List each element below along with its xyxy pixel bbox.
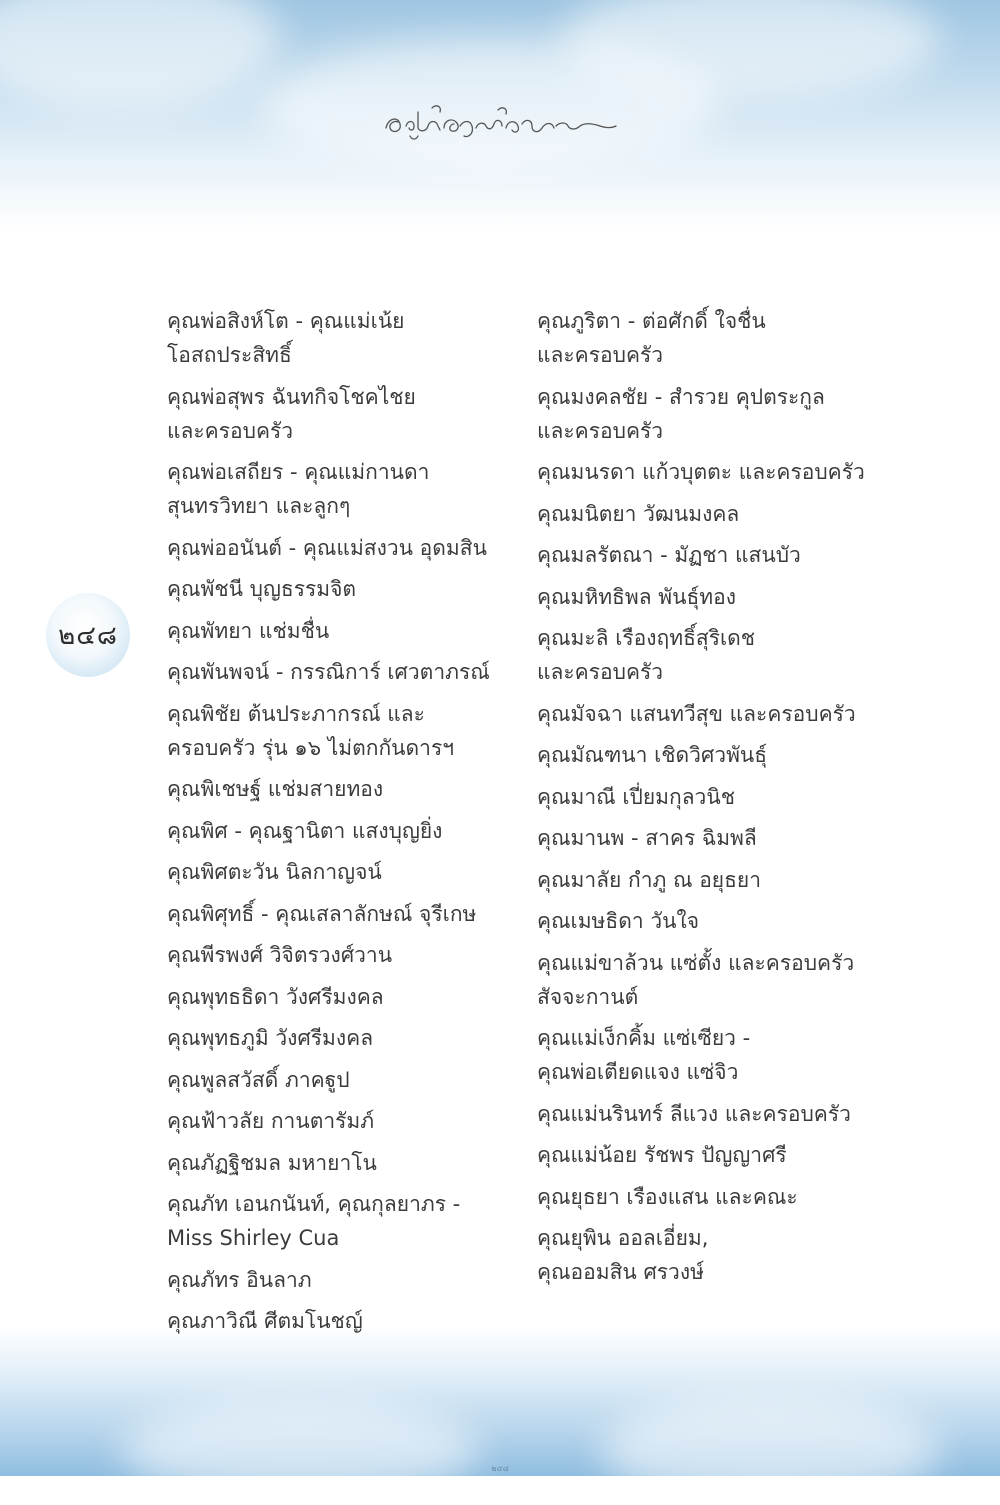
- name-entry-line: คุณแม่น้อย รัชพร ปัญญาศรี: [537, 1143, 787, 1167]
- name-entry-line: คุณพูลสวัสดิ์ ภาคฐูป: [167, 1067, 350, 1092]
- name-entry-line: คุณมานพ - สาคร ฉิมพลี: [537, 826, 757, 850]
- name-entry: [537, 621, 877, 689]
- name-entry: [537, 538, 877, 572]
- name-entry-line: คุณพุทธภูมิ วังศรีมงคล: [167, 1026, 374, 1050]
- name-entry-line: คุณพ่อเตียดแจง แซ่จิว: [537, 1060, 739, 1084]
- name-entry: [167, 1304, 507, 1338]
- name-entry-line: คุณพ่อเสถียร - คุณแม่กานดา: [167, 460, 430, 484]
- name-entry-line: คุณพิศตะวัน นิลกาญจน์: [167, 860, 382, 884]
- name-entry: [167, 1263, 507, 1297]
- name-entry: [537, 821, 877, 855]
- name-entry-line: คุณแม่เง็กคิ้ม แซ่เซียว -: [537, 1026, 751, 1050]
- name-entry: [167, 897, 507, 931]
- name-entry: [167, 1021, 507, 1055]
- name-entry-line: คุณพ่อสิงห์โต - คุณแม่เน้ย: [167, 309, 405, 333]
- name-entry-line: คุณมหิทธิพล พันธุ์ทอง: [537, 584, 736, 609]
- name-entry-line: คุณพัชนี บุญธรรมจิต: [167, 577, 357, 601]
- names-right-column: [537, 304, 877, 1297]
- name-entry: [167, 531, 507, 565]
- name-entry: [537, 1180, 877, 1214]
- name-entry: [537, 697, 877, 731]
- name-entry-line: คุณมนรดา แก้วบุตตะ และครอบครัว: [537, 460, 865, 484]
- name-entry-line: คุณมงคลชัย - สำรวย คุปตระกูล: [537, 384, 825, 409]
- name-entry-line: คุณแม่นรินทร์ ลีแวง และครอบครัว: [537, 1101, 851, 1126]
- name-entry-line: คุณพ่ออนันต์ - คุณแม่สงวน อุดมสิน: [167, 535, 487, 560]
- name-entry: [537, 580, 877, 614]
- cloud-decoration: [600, 1395, 940, 1505]
- name-entry: [537, 946, 877, 1014]
- name-entry-line: คุณมัณฑนา เชิดวิศวพันธุ์: [537, 743, 768, 767]
- name-entry-line: โอสถประสิทธิ์: [167, 343, 292, 367]
- name-entry-line: คุณมลรัตณา - มัฏชา แสนบัว: [537, 543, 801, 567]
- name-entry: [537, 497, 877, 531]
- name-entry-line: คุณพิศ - คุณฐานิตา แสงบุญยิ่ง: [167, 818, 443, 843]
- name-entry-line: คุณภาวิณี ศีตมโนชญ์: [167, 1309, 363, 1333]
- name-entry-line: คุณภัฏฐิชมล มหายาโน: [167, 1150, 377, 1175]
- name-entry: [537, 455, 877, 489]
- name-entry-line: คุณพ่อสุพร ฉันทกิจโชคไชย: [167, 384, 416, 409]
- name-entry: [537, 1097, 877, 1131]
- name-entry: [167, 1146, 507, 1180]
- name-entry: [537, 863, 877, 897]
- name-entry-line: คุณเมษธิดา วันใจ: [537, 909, 700, 933]
- name-entry-line: คุณฟ้าวลัย กานตารัมภ์: [167, 1109, 375, 1133]
- name-entry: [537, 1021, 877, 1089]
- name-entry-line: Miss Shirley Cua: [167, 1226, 340, 1250]
- cloud-decoration: [120, 1400, 480, 1500]
- name-entry-line: คุณออมสิน ศรวงษ์: [537, 1260, 704, 1284]
- name-entry-line: และครอบครัว: [167, 418, 294, 443]
- name-entry: [167, 697, 507, 765]
- names-left-column: [167, 304, 507, 1346]
- name-entry: [537, 904, 877, 938]
- name-entry-line: คุณพิศุทธิ์ - คุณเสลาลักษณ์ จุรีเกษ: [167, 901, 477, 926]
- name-entry-line: สุนทรวิทยา และลูกๆ: [167, 494, 351, 518]
- name-entry-line: คุณมาลัย กำภู ณ อยุธยา: [537, 867, 762, 892]
- name-entry: [537, 780, 877, 814]
- name-entry: [167, 1104, 507, 1138]
- name-entry: [167, 304, 507, 372]
- name-entry-line: ครอบครัว รุ่น ๑๖ ไม่ตกกันดารฯ: [167, 735, 455, 760]
- name-entry-line: คุณมาณี เปี่ยมกุลวนิช: [537, 784, 735, 809]
- name-entry: [167, 980, 507, 1014]
- name-entry: [167, 1063, 507, 1097]
- name-entry: [167, 1187, 507, 1255]
- name-entry: [537, 380, 877, 448]
- page-number-badge: [40, 583, 130, 687]
- name-entry-line: และครอบครัว: [537, 343, 664, 367]
- name-entry-line: คุณยุพิน ออลเอี่ยม,: [537, 1226, 709, 1250]
- name-entry: [167, 655, 507, 689]
- page-number: ๒๔๘: [58, 621, 118, 651]
- name-entry-line: คุณพุทธธิดา วังศรีมงคล: [167, 984, 384, 1009]
- name-entry: [167, 814, 507, 848]
- name-entry: [537, 738, 877, 772]
- name-entry-line: คุณมะลิ เรืองฤทธิ์สุริเดช: [537, 626, 756, 650]
- name-entry-line: คุณมนิตยา วัฒนมงคล: [537, 501, 740, 526]
- name-entry-line: คุณพันพจน์ - กรรณิการ์ เศวตาภรณ์: [167, 660, 490, 684]
- name-entry-line: คุณภูริตา - ต่อศักดิ์ ใจชื่น: [537, 309, 766, 333]
- name-entry-line: คุณพีรพงศ์ วิจิตรวงศ์วาน: [167, 943, 393, 967]
- name-entry-line: คุณมัจฉา แสนทวีสุข และครอบครัว: [537, 701, 856, 726]
- name-entry: [167, 380, 507, 448]
- name-entry-line: คุณพิเชษฐ์ แช่มสายทอง: [167, 777, 384, 801]
- name-entry-line: และครอบครัว: [537, 418, 664, 443]
- name-entry-line: คุณภัทร อินลาภ: [167, 1267, 312, 1292]
- name-entry: [537, 1221, 877, 1289]
- name-entry-line: คุณยุธยา เรืองแสน และคณะ: [537, 1184, 798, 1209]
- name-entry-line: คุณแม่ขาล้วน แซ่ตั้ง และครอบครัว: [537, 950, 855, 975]
- name-entry: [167, 614, 507, 648]
- name-entry-line: คุณพัทยา แช่มชื่น: [167, 618, 330, 643]
- name-entry: [167, 572, 507, 606]
- name-entry: [537, 1138, 877, 1172]
- name-entry: [537, 304, 877, 372]
- name-entry: [167, 938, 507, 972]
- name-entry-line: คุณภัท เอนกนันท์, คุณกุลยาภร -: [167, 1192, 461, 1216]
- name-entry-line: และครอบครัว: [537, 660, 664, 684]
- footer-page-number: ๒๔๘: [491, 1464, 509, 1473]
- name-entry: [167, 772, 507, 806]
- handwritten-signature: [380, 98, 620, 142]
- name-entry: [167, 855, 507, 889]
- name-entry: [167, 455, 507, 523]
- name-entry-line: สัจจะกานต์: [537, 984, 639, 1009]
- name-entry-line: คุณพิชัย ต้นประภากรณ์ และ: [167, 701, 425, 726]
